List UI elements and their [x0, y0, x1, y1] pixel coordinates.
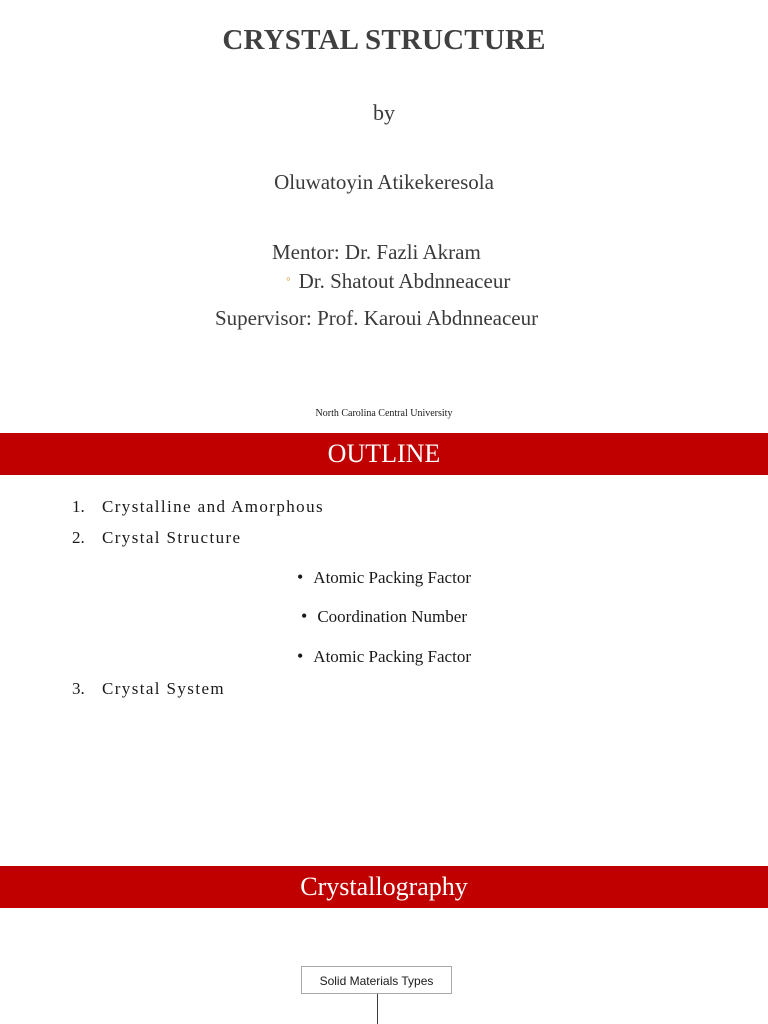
document-title: CRYSTAL STRUCTURE	[222, 24, 546, 56]
diagram-root-node: Solid Materials Types	[301, 966, 452, 994]
outline-sub-item	[0, 646, 768, 667]
outline-item-number: 2.	[72, 528, 85, 547]
by-line: by	[373, 100, 395, 125]
outline-item	[72, 679, 225, 699]
outline-item-label: Crystalline and Amorphous	[102, 497, 324, 516]
bullet-icon: •	[301, 606, 308, 626]
outline-item	[72, 497, 324, 517]
author-name: Oluwatoyin Atikekeresola	[274, 170, 494, 194]
ring-bullet-icon: ◦	[286, 271, 291, 286]
co-mentor-line	[286, 269, 510, 294]
bullet-icon: •	[296, 567, 304, 587]
outline-sub-item	[0, 567, 768, 588]
supervisor-line: Supervisor: Prof. Karoui Abdnneaceur	[215, 306, 539, 330]
bullet-icon: •	[296, 646, 304, 666]
outline-item-label: Crystal System	[102, 679, 226, 698]
co-mentor-name: Dr. Shatout Abdnneaceur	[298, 269, 511, 293]
outline-sub-item-label: Atomic Packing Factor	[313, 568, 471, 587]
outline-sub-item	[0, 606, 768, 627]
outline-sub-item-label: Atomic Packing Factor	[313, 647, 471, 666]
outline-item-number: 3.	[72, 679, 85, 698]
crystallography-heading-band: Crystallography	[0, 866, 768, 908]
outline-item	[72, 528, 241, 548]
mentor-line: Mentor: Dr. Fazli Akram	[272, 240, 481, 264]
outline-item-number: 1.	[72, 497, 85, 516]
outline-sub-item-label: Coordination Number	[317, 607, 467, 626]
outline-heading-band: OUTLINE	[0, 433, 768, 475]
university-name: North Carolina Central University	[315, 408, 453, 419]
diagram-connector-line	[377, 994, 378, 1024]
outline-item-label: Crystal Structure	[102, 528, 242, 547]
